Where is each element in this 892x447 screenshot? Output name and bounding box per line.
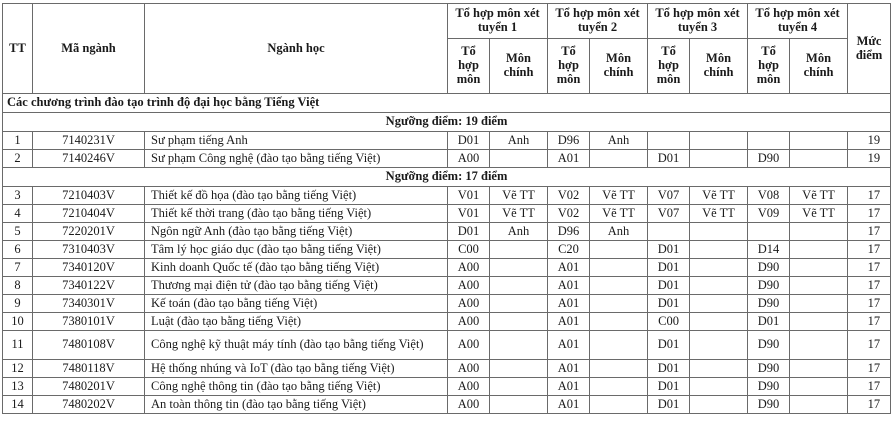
row-combo-2: A01: [548, 295, 590, 313]
row-tt: 7: [3, 259, 33, 277]
table-row: [3, 378, 891, 396]
row-combo-2: A01: [548, 150, 590, 168]
row-code: 7310403V: [33, 241, 145, 259]
row-combo-3: D01: [648, 150, 690, 168]
row-main-3: [690, 295, 748, 313]
row-combo-1: A00: [448, 360, 490, 378]
row-combo-3: C00: [648, 313, 690, 331]
row-tt: 11: [3, 331, 33, 360]
row-tt: 6: [3, 241, 33, 259]
row-score: 17: [848, 259, 891, 277]
table-row: [3, 187, 891, 205]
row-combo-2: V02: [548, 205, 590, 223]
row-main-2: [590, 277, 648, 295]
subheader-combo: Tổ hợp môn: [748, 39, 790, 94]
subheader-main: Môn chính: [490, 39, 548, 94]
row-combo-4: D01: [748, 313, 790, 331]
row-code: 7480108V: [33, 331, 145, 360]
row-combo-1: A00: [448, 396, 490, 414]
table-row: [3, 360, 891, 378]
row-score: 17: [848, 277, 891, 295]
row-combo-4: D14: [748, 241, 790, 259]
row-combo-2: D96: [548, 132, 590, 150]
table-row: [3, 277, 891, 295]
row-score: 17: [848, 360, 891, 378]
row-main-3: [690, 241, 748, 259]
header-code: Mã ngành: [33, 4, 145, 94]
row-tt: 2: [3, 150, 33, 168]
row-combo-1: A00: [448, 295, 490, 313]
row-main-2: Vẽ TT: [590, 205, 648, 223]
table-row: [3, 331, 891, 360]
header-combo-4: Tổ hợp môn xét tuyển 4: [748, 4, 848, 39]
row-tt: 4: [3, 205, 33, 223]
row-main-4: [790, 360, 848, 378]
row-score: 19: [848, 150, 891, 168]
header-score: Mức điểm: [848, 4, 891, 94]
row-name: Sư phạm Công nghệ (đào tạo bằng tiếng Việt): [145, 150, 448, 168]
row-combo-1: V01: [448, 205, 490, 223]
table-row: [3, 259, 891, 277]
row-code: 7380101V: [33, 313, 145, 331]
row-name: Thiết kế đồ họa (đào tạo bằng tiếng Việt): [145, 187, 448, 205]
row-tt: 9: [3, 295, 33, 313]
row-tt: 1: [3, 132, 33, 150]
row-main-3: [690, 360, 748, 378]
row-combo-2: C20: [548, 241, 590, 259]
subheader-combo: Tổ hợp môn: [448, 39, 490, 94]
row-combo-4: V08: [748, 187, 790, 205]
row-tt: 10: [3, 313, 33, 331]
table-row: [3, 150, 891, 168]
row-name: Sư phạm tiếng Anh: [145, 132, 448, 150]
row-combo-2: A01: [548, 378, 590, 396]
row-main-4: [790, 277, 848, 295]
row-main-1: [490, 277, 548, 295]
row-combo-3: D01: [648, 295, 690, 313]
row-main-1: [490, 396, 548, 414]
row-combo-4: [748, 132, 790, 150]
row-code: 7140231V: [33, 132, 145, 150]
row-main-2: Anh: [590, 132, 648, 150]
row-main-4: Vẽ TT: [790, 205, 848, 223]
row-combo-4: V09: [748, 205, 790, 223]
row-name: Công nghệ kỹ thuật máy tính (đào tạo bằng tiếng Việt): [145, 331, 448, 360]
row-score: 17: [848, 396, 891, 414]
row-combo-4: D90: [748, 259, 790, 277]
row-main-4: [790, 223, 848, 241]
section-title: Các chương trình đào tạo trình độ đại học bằng Tiếng Việt: [3, 94, 891, 113]
row-main-4: [790, 331, 848, 360]
row-name: Kế toán (đào tạo bằng tiếng Việt): [145, 295, 448, 313]
row-main-1: [490, 259, 548, 277]
row-combo-3: D01: [648, 360, 690, 378]
row-name: Thương mại điện tử (đào tạo bằng tiếng Việt): [145, 277, 448, 295]
row-main-1: [490, 241, 548, 259]
row-score: 17: [848, 313, 891, 331]
row-combo-4: D90: [748, 360, 790, 378]
row-combo-2: A01: [548, 396, 590, 414]
row-combo-1: A00: [448, 259, 490, 277]
row-combo-3: D01: [648, 378, 690, 396]
row-combo-1: V01: [448, 187, 490, 205]
row-code: 7210403V: [33, 187, 145, 205]
row-tt: 12: [3, 360, 33, 378]
row-main-1: [490, 331, 548, 360]
row-main-1: Vẽ TT: [490, 187, 548, 205]
row-main-3: [690, 378, 748, 396]
admission-table: [2, 3, 891, 414]
row-main-2: [590, 150, 648, 168]
row-combo-3: D01: [648, 259, 690, 277]
row-combo-4: D90: [748, 150, 790, 168]
row-combo-4: D90: [748, 396, 790, 414]
row-main-1: [490, 313, 548, 331]
row-code: 7480202V: [33, 396, 145, 414]
row-tt: 14: [3, 396, 33, 414]
header-major: Ngành học: [145, 4, 448, 94]
subheader-combo: Tổ hợp môn: [548, 39, 590, 94]
row-main-4: [790, 259, 848, 277]
row-name: Công nghệ thông tin (đào tạo bằng tiếng Việt): [145, 378, 448, 396]
row-main-2: [590, 331, 648, 360]
row-combo-2: A01: [548, 259, 590, 277]
row-tt: 8: [3, 277, 33, 295]
row-main-4: [790, 132, 848, 150]
table-row: [3, 396, 891, 414]
row-main-4: [790, 313, 848, 331]
row-main-3: Vẽ TT: [690, 187, 748, 205]
row-combo-4: D90: [748, 295, 790, 313]
row-main-1: Vẽ TT: [490, 205, 548, 223]
row-main-4: [790, 241, 848, 259]
row-main-3: Vẽ TT: [690, 205, 748, 223]
row-main-2: [590, 313, 648, 331]
row-tt: 5: [3, 223, 33, 241]
row-code: 7220201V: [33, 223, 145, 241]
header-combo-2: Tổ hợp môn xét tuyển 2: [548, 4, 648, 39]
row-main-2: [590, 378, 648, 396]
row-combo-4: D90: [748, 331, 790, 360]
row-score: 17: [848, 241, 891, 259]
row-main-3: [690, 132, 748, 150]
row-combo-2: A01: [548, 331, 590, 360]
row-main-4: [790, 295, 848, 313]
row-name: An toàn thông tin (đào tạo bằng tiếng Việt): [145, 396, 448, 414]
row-main-4: [790, 150, 848, 168]
table-row: [3, 205, 891, 223]
row-code: 7480201V: [33, 378, 145, 396]
table-row: [3, 295, 891, 313]
row-main-1: Anh: [490, 223, 548, 241]
row-main-2: [590, 360, 648, 378]
row-combo-4: D90: [748, 277, 790, 295]
row-combo-3: V07: [648, 187, 690, 205]
table-body: [3, 94, 891, 414]
row-main-1: [490, 150, 548, 168]
row-code: 7340120V: [33, 259, 145, 277]
row-combo-2: A01: [548, 277, 590, 295]
row-main-3: [690, 150, 748, 168]
row-main-2: [590, 241, 648, 259]
row-combo-2: A01: [548, 360, 590, 378]
row-combo-3: D01: [648, 277, 690, 295]
table-row: [3, 132, 891, 150]
row-name: Tâm lý học giáo dục (đào tạo bằng tiếng Việt): [145, 241, 448, 259]
row-main-3: [690, 313, 748, 331]
row-name: Thiết kế thời trang (đào tạo bằng tiếng Việt): [145, 205, 448, 223]
header-tt: TT: [3, 4, 33, 94]
header-combo-1: Tổ hợp môn xét tuyển 1: [448, 4, 548, 39]
row-combo-2: D96: [548, 223, 590, 241]
subheader-main: Môn chính: [690, 39, 748, 94]
row-main-1: [490, 378, 548, 396]
row-combo-1: A00: [448, 313, 490, 331]
row-main-3: [690, 396, 748, 414]
table-header: [3, 4, 891, 94]
row-main-2: [590, 396, 648, 414]
row-name: Ngôn ngữ Anh (đào tạo bằng tiếng Việt): [145, 223, 448, 241]
row-combo-1: C00: [448, 241, 490, 259]
row-combo-3: [648, 132, 690, 150]
row-main-4: [790, 396, 848, 414]
row-main-4: Vẽ TT: [790, 187, 848, 205]
row-name: Hệ thống nhúng và IoT (đào tạo bằng tiếng Việt): [145, 360, 448, 378]
row-combo-3: [648, 223, 690, 241]
row-main-1: Anh: [490, 132, 548, 150]
subheader-main: Môn chính: [790, 39, 848, 94]
row-code: 7480118V: [33, 360, 145, 378]
row-score: 17: [848, 187, 891, 205]
row-main-2: [590, 295, 648, 313]
table-row: [3, 241, 891, 259]
row-score: 19: [848, 132, 891, 150]
table-row: [3, 223, 891, 241]
row-combo-3: D01: [648, 396, 690, 414]
row-main-3: [690, 223, 748, 241]
row-name: Luật (đào tạo bằng tiếng Việt): [145, 313, 448, 331]
row-score: 17: [848, 295, 891, 313]
row-score: 17: [848, 205, 891, 223]
row-combo-4: D90: [748, 378, 790, 396]
row-combo-1: A00: [448, 378, 490, 396]
subheader-combo: Tổ hợp môn: [648, 39, 690, 94]
row-combo-1: D01: [448, 223, 490, 241]
row-code: 7210404V: [33, 205, 145, 223]
threshold-label: Ngưỡng điểm: 17 điểm: [3, 168, 891, 187]
row-main-4: [790, 378, 848, 396]
row-main-3: [690, 331, 748, 360]
row-score: 17: [848, 331, 891, 360]
row-combo-1: A00: [448, 150, 490, 168]
row-tt: 3: [3, 187, 33, 205]
row-combo-1: A00: [448, 331, 490, 360]
row-code: 7340301V: [33, 295, 145, 313]
row-combo-1: D01: [448, 132, 490, 150]
table-row: [3, 313, 891, 331]
row-code: 7140246V: [33, 150, 145, 168]
row-main-2: [590, 259, 648, 277]
subheader-main: Môn chính: [590, 39, 648, 94]
row-tt: 13: [3, 378, 33, 396]
row-score: 17: [848, 223, 891, 241]
row-combo-2: V02: [548, 187, 590, 205]
row-name: Kinh doanh Quốc tế (đào tạo bằng tiếng Việt): [145, 259, 448, 277]
row-score: 17: [848, 378, 891, 396]
row-combo-1: A00: [448, 277, 490, 295]
row-main-1: [490, 360, 548, 378]
row-main-3: [690, 259, 748, 277]
row-combo-4: [748, 223, 790, 241]
row-combo-2: A01: [548, 313, 590, 331]
row-combo-3: D01: [648, 241, 690, 259]
row-combo-3: V07: [648, 205, 690, 223]
row-combo-3: D01: [648, 331, 690, 360]
header-combo-3: Tổ hợp môn xét tuyển 3: [648, 4, 748, 39]
threshold-label: Ngưỡng điểm: 19 điểm: [3, 113, 891, 132]
row-main-2: Vẽ TT: [590, 187, 648, 205]
row-main-2: Anh: [590, 223, 648, 241]
row-code: 7340122V: [33, 277, 145, 295]
row-main-3: [690, 277, 748, 295]
row-main-1: [490, 295, 548, 313]
